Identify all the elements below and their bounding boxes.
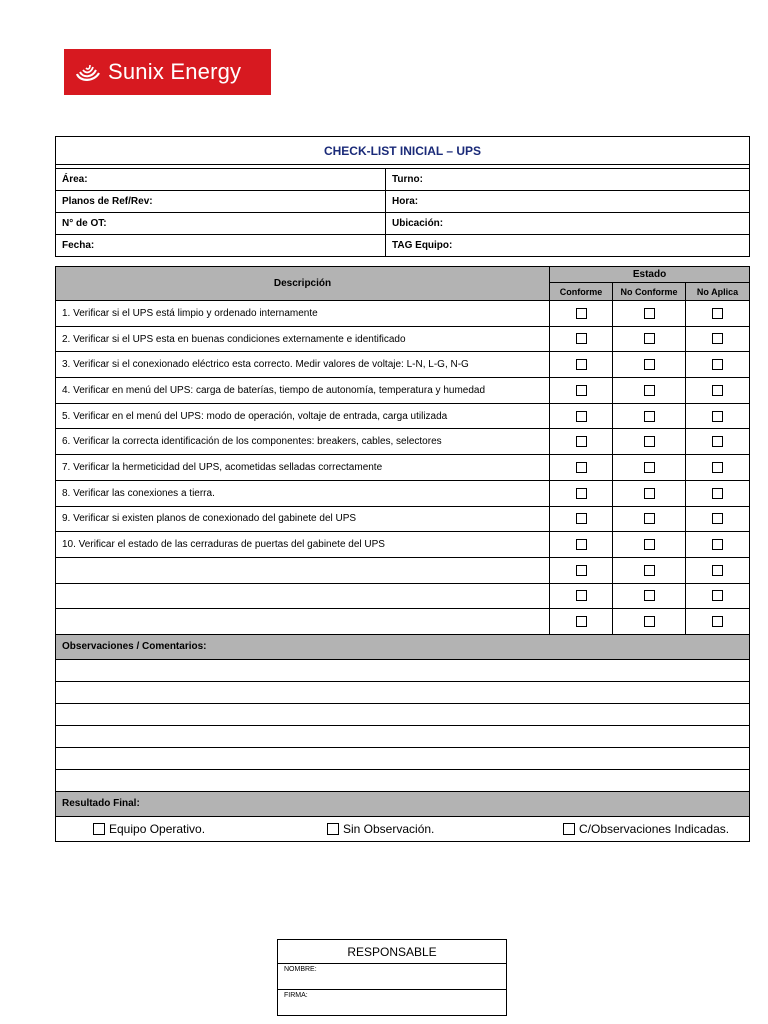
swirl-logo-icon xyxy=(74,60,102,84)
observaciones-line[interactable] xyxy=(56,769,750,791)
checkbox-no-aplica[interactable] xyxy=(712,565,723,576)
header-table xyxy=(55,136,750,257)
checkbox-conforme[interactable] xyxy=(576,385,587,396)
checkbox-conforme[interactable] xyxy=(576,333,587,344)
observaciones-line[interactable] xyxy=(56,747,750,769)
checkbox-no-aplica[interactable] xyxy=(712,385,723,396)
cell-no-conforme xyxy=(613,326,686,352)
item-description: 2. Verificar si el UPS esta en buenas condiciones externamente e identificado xyxy=(56,326,550,352)
option-label: Sin Observación. xyxy=(343,821,435,836)
checklist-row xyxy=(56,506,750,532)
cell-conforme xyxy=(550,583,613,609)
checkbox-no-conforme[interactable] xyxy=(644,333,655,344)
checklist-row xyxy=(56,378,750,404)
item-description: 3. Verificar si el conexionado eléctrico esta correcto. Medir valores de voltaje: L-N, L-G, N-G xyxy=(56,352,550,378)
cell-no-aplica xyxy=(686,429,750,455)
checkbox-conforme[interactable] xyxy=(576,436,587,447)
cell-no-aplica xyxy=(686,352,750,378)
field-firma[interactable]: FIRMA: xyxy=(278,990,507,1016)
option-label: C/Observaciones Indicadas. xyxy=(579,821,730,836)
checkbox-conforme[interactable] xyxy=(576,513,587,524)
cell-no-conforme xyxy=(613,506,686,532)
observaciones-line[interactable] xyxy=(56,681,750,703)
checkbox-no-conforme[interactable] xyxy=(644,411,655,422)
checkbox-no-conforme[interactable] xyxy=(644,590,655,601)
cell-conforme xyxy=(550,506,613,532)
cell-no-aplica xyxy=(686,378,750,404)
checkbox-no-conforme[interactable] xyxy=(644,385,655,396)
cell-no-aplica xyxy=(686,532,750,558)
checkbox-no-aplica[interactable] xyxy=(712,513,723,524)
field-hora[interactable]: Hora: xyxy=(386,191,750,213)
cell-no-conforme xyxy=(613,352,686,378)
checkbox-conforme[interactable] xyxy=(576,488,587,499)
item-description: 1. Verificar si el UPS está limpio y ordenado internamente xyxy=(56,301,550,327)
checkbox-no-conforme[interactable] xyxy=(644,488,655,499)
observaciones-line[interactable] xyxy=(56,725,750,747)
field-ubicacion[interactable]: Ubicación: xyxy=(386,213,750,235)
checkbox-no-aplica[interactable] xyxy=(712,436,723,447)
item-description: 9. Verificar si existen planos de conexionado del gabinete del UPS xyxy=(56,506,550,532)
option-con-observaciones[interactable] xyxy=(563,822,729,836)
resultado-options xyxy=(56,816,750,841)
option-equipo-operativo[interactable] xyxy=(93,822,205,836)
checklist-table xyxy=(55,266,750,842)
checkbox-no-conforme[interactable] xyxy=(644,565,655,576)
responsable-title: RESPONSABLE xyxy=(278,940,507,964)
checkbox-no-aplica[interactable] xyxy=(712,539,723,550)
checkbox-no-conforme[interactable] xyxy=(644,308,655,319)
checkbox-no-aplica[interactable] xyxy=(712,616,723,627)
checkbox-no-aplica[interactable] xyxy=(712,462,723,473)
option-label: Equipo Operativo. xyxy=(109,821,206,836)
item-description: 5. Verificar en el menú del UPS: modo de operación, voltaje de entrada, carga utilizada xyxy=(56,403,550,429)
sunix-logo xyxy=(64,49,271,95)
cell-no-aplica xyxy=(686,557,750,583)
item-description: 6. Verificar la correcta identificación de los componentes: breakers, cables, selectores xyxy=(56,429,550,455)
checklist-row xyxy=(56,480,750,506)
cell-conforme xyxy=(550,532,613,558)
checkbox-no-conforme[interactable] xyxy=(644,513,655,524)
checklist-row xyxy=(56,403,750,429)
item-description: 10. Verificar el estado de las cerraduras de puertas del gabinete del UPS xyxy=(56,532,550,558)
checkbox-conforme[interactable] xyxy=(576,359,587,370)
checklist-row xyxy=(56,532,750,558)
cell-no-conforme xyxy=(613,429,686,455)
observaciones-label: Observaciones / Comentarios: xyxy=(56,634,750,659)
cell-no-conforme xyxy=(613,609,686,635)
cell-no-conforme xyxy=(613,455,686,481)
cell-no-conforme xyxy=(613,301,686,327)
checkbox[interactable] xyxy=(327,823,339,835)
field-ot[interactable]: N° de OT: xyxy=(56,213,386,235)
checkbox-conforme[interactable] xyxy=(576,308,587,319)
field-area[interactable]: Área: xyxy=(56,169,386,191)
field-turno[interactable]: Turno: xyxy=(386,169,750,191)
col-no-aplica: No Aplica xyxy=(686,283,750,301)
cell-no-aplica xyxy=(686,326,750,352)
form-title: CHECK-LIST INICIAL – UPS xyxy=(56,137,750,165)
cell-no-conforme xyxy=(613,403,686,429)
cell-no-aplica xyxy=(686,455,750,481)
cell-conforme xyxy=(550,403,613,429)
cell-conforme xyxy=(550,378,613,404)
checkbox[interactable] xyxy=(563,823,575,835)
checklist-row xyxy=(56,583,750,609)
checkbox-no-conforme[interactable] xyxy=(644,359,655,370)
item-description: 4. Verificar en menú del UPS: carga de baterías, tiempo de autonomía, temperatura y humedad xyxy=(56,378,550,404)
cell-no-aplica xyxy=(686,609,750,635)
checkbox-no-aplica[interactable] xyxy=(712,359,723,370)
logo-text: Sunix Energy xyxy=(108,59,242,84)
observaciones-line[interactable] xyxy=(56,659,750,681)
resultado-label: Resultado Final: xyxy=(56,791,750,816)
cell-no-aplica xyxy=(686,480,750,506)
cell-conforme xyxy=(550,429,613,455)
col-descripcion: Descripción xyxy=(56,267,550,301)
cell-no-conforme xyxy=(613,557,686,583)
checkbox-no-aplica[interactable] xyxy=(712,308,723,319)
responsable-table xyxy=(277,939,507,1016)
cell-conforme xyxy=(550,301,613,327)
item-description xyxy=(56,557,550,583)
cell-no-aplica xyxy=(686,506,750,532)
cell-conforme xyxy=(550,557,613,583)
checkbox-conforme[interactable] xyxy=(576,565,587,576)
checkbox-no-conforme[interactable] xyxy=(644,462,655,473)
checklist-row xyxy=(56,429,750,455)
checkbox-conforme[interactable] xyxy=(576,590,587,601)
checkbox-conforme[interactable] xyxy=(576,539,587,550)
checkbox-no-conforme[interactable] xyxy=(644,436,655,447)
item-description xyxy=(56,583,550,609)
field-planos[interactable]: Planos de Ref/Rev: xyxy=(56,191,386,213)
cell-no-aplica xyxy=(686,583,750,609)
cell-no-aplica xyxy=(686,301,750,327)
checkbox-conforme[interactable] xyxy=(576,411,587,422)
option-sin-observacion[interactable] xyxy=(327,822,434,836)
cell-no-conforme xyxy=(613,378,686,404)
cell-conforme xyxy=(550,480,613,506)
checklist-row xyxy=(56,557,750,583)
cell-no-aplica xyxy=(686,403,750,429)
checkbox-no-aplica[interactable] xyxy=(712,590,723,601)
checklist-row xyxy=(56,352,750,378)
cell-no-conforme xyxy=(613,583,686,609)
checkbox-conforme[interactable] xyxy=(576,616,587,627)
cell-conforme xyxy=(550,352,613,378)
item-description: 7. Verificar la hermeticidad del UPS, acometidas selladas correctamente xyxy=(56,455,550,481)
field-tag[interactable]: TAG Equipo: xyxy=(386,235,750,257)
checkbox-no-conforme[interactable] xyxy=(644,616,655,627)
checklist-row xyxy=(56,301,750,327)
cell-conforme xyxy=(550,455,613,481)
checkbox-no-aplica[interactable] xyxy=(712,411,723,422)
checkbox-no-aplica[interactable] xyxy=(712,333,723,344)
item-description xyxy=(56,609,550,635)
checklist-row xyxy=(56,326,750,352)
item-description: 8. Verificar las conexiones a tierra. xyxy=(56,480,550,506)
checkbox-no-aplica[interactable] xyxy=(712,488,723,499)
col-conforme: Conforme xyxy=(550,283,613,301)
cell-no-conforme xyxy=(613,480,686,506)
checklist-row xyxy=(56,609,750,635)
checkbox-no-conforme[interactable] xyxy=(644,539,655,550)
col-no-conforme: No Conforme xyxy=(613,283,686,301)
checkbox-conforme[interactable] xyxy=(576,462,587,473)
observaciones-line[interactable] xyxy=(56,703,750,725)
checkbox[interactable] xyxy=(93,823,105,835)
cell-conforme xyxy=(550,609,613,635)
col-estado: Estado xyxy=(550,267,750,283)
field-nombre[interactable]: NOMBRE: xyxy=(278,964,507,990)
checklist-row xyxy=(56,455,750,481)
field-fecha[interactable]: Fecha: xyxy=(56,235,386,257)
cell-conforme xyxy=(550,326,613,352)
cell-no-conforme xyxy=(613,532,686,558)
